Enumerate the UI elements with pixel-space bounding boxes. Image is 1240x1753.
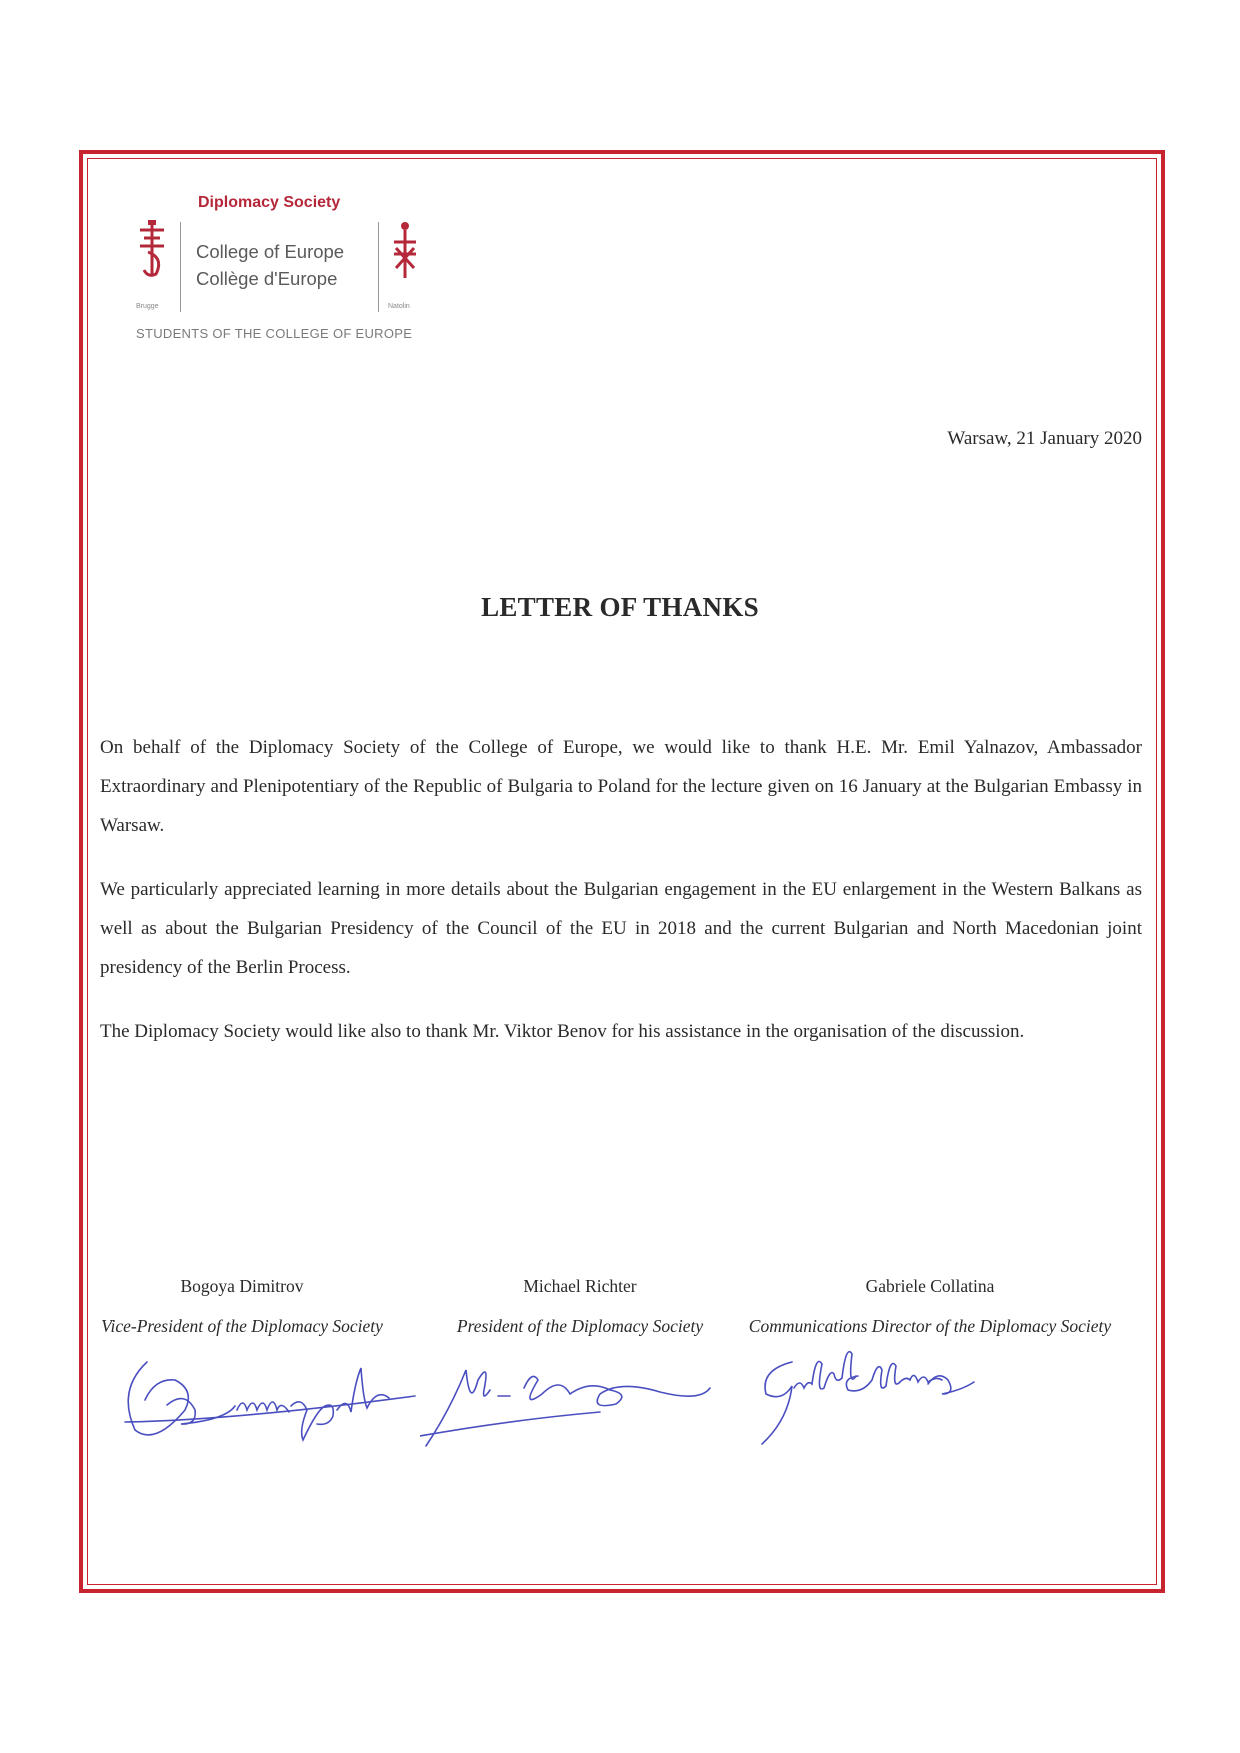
signatory-role: Communications Director of the Diplomacy Society — [748, 1316, 1112, 1336]
letter-date: Warsaw, 21 January 2020 — [947, 428, 1142, 449]
logo-campus-natolin: Natolin — [388, 303, 410, 310]
signatory-name: Bogoya Dimitrov — [180, 1276, 304, 1296]
paragraph: On behalf of the Diplomacy Society of the College of Europe, we would like to thank H.E. Mr. Emil Yalnazov, Ambassador Extraordinary and Plenipotentiary of the Republic of Bulgaria to Poland for the lecture given on 16 January at the Bulgarian Embassy in Warsaw. — [100, 737, 1142, 836]
letter-title: LETTER OF THANKS — [481, 592, 759, 622]
logo-college-fr: Collège d'Europe — [196, 268, 338, 289]
signatory-name: Gabriele Collatina — [865, 1276, 995, 1296]
signatory-role: President of the Diplomacy Society — [456, 1316, 704, 1336]
signatory-communications-director — [720, 1276, 1140, 1337]
letter-body — [100, 728, 1142, 1076]
paragraph: The Diplomacy Society would like also to thank Mr. Viktor Benov for his assistance in the organisation of the discussion. — [100, 1021, 1025, 1042]
bruges-crest-icon — [134, 220, 170, 282]
natolin-crest-icon — [390, 220, 420, 282]
paragraph: We particularly appreciated learning in more details about the Bulgarian engagement in the EU enlargement in the Western Balkans as well as about the Bulgarian Presidency of the Council of the EU in 2018 and the current Bulgarian and North Macedonian joint presidency of the Berlin Process. — [100, 879, 1142, 978]
signature-dimitrov-icon — [115, 1350, 435, 1450]
signature-richter-icon — [420, 1350, 720, 1450]
logo-college-en: College of Europe — [196, 241, 345, 262]
signatory-president — [430, 1276, 730, 1337]
logo-tagline: STUDENTS OF THE COLLEGE OF EUROPE — [136, 326, 413, 341]
logo-society-name: Diplomacy Society — [198, 194, 341, 211]
signatory-vice-president — [92, 1276, 392, 1337]
logo-college-name — [196, 238, 344, 292]
logo-campus-brugge: Brugge — [136, 303, 159, 310]
college-logo — [122, 192, 442, 352]
signatory-name: Michael Richter — [523, 1276, 637, 1296]
signature-collatina-icon — [752, 1350, 992, 1450]
logo-divider-left — [180, 222, 181, 312]
logo-divider-right — [378, 222, 379, 312]
signatory-role: Vice-President of the Diplomacy Society — [101, 1316, 383, 1336]
